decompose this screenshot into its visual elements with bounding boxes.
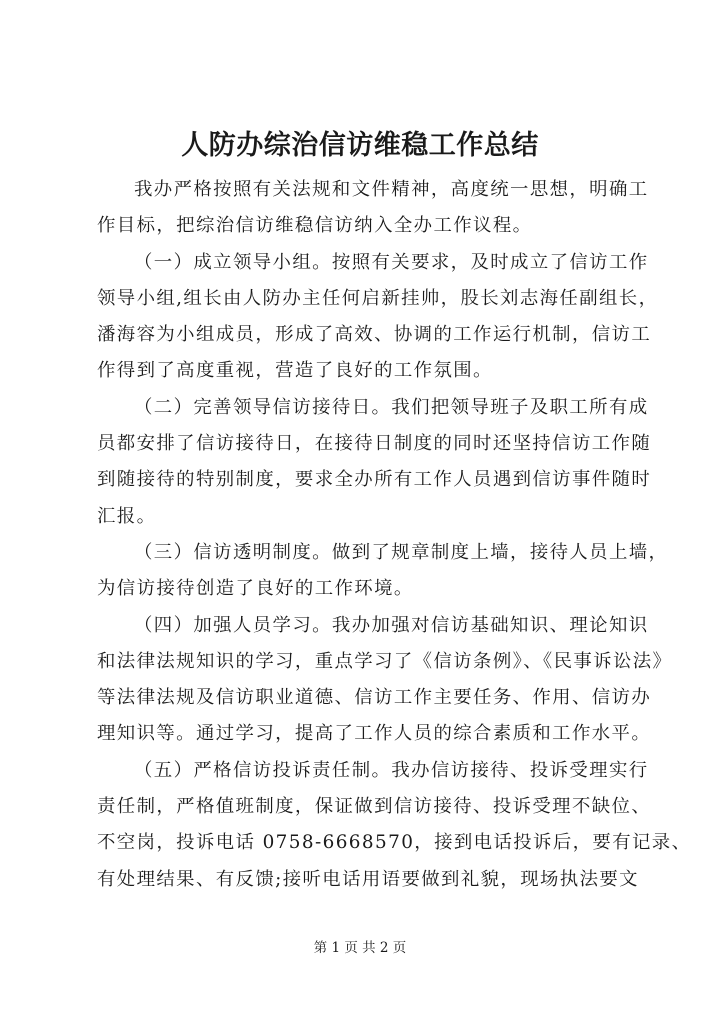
- text-line: 为信访接待创造了良好的工作环境。: [97, 578, 414, 600]
- text-line: （四）加强人员学习。我办加强对信访基础知识、理论知识: [134, 614, 649, 636]
- text-line: 我办严格按照有关法规和文件精神，高度统一思想，明确工: [134, 179, 649, 200]
- text-line: 到随接待的特别制度，要求全办所有工作人员遇到信访事件随时: [97, 469, 652, 491]
- text-line: （三）信访透明制度。做到了规章制度上墙，接待人员上墙，: [134, 541, 669, 563]
- text-line: 员都安排了信访接待日，在接待日制度的同时还坚持信访工作随: [97, 433, 652, 455]
- text-line: 责任制，严格值班制度，保证做到信访接待、投诉受理不缺位、: [97, 796, 652, 818]
- text-line: 作目标，把综治信访维稳信访纳入全办工作议程。: [97, 215, 533, 237]
- text-line: 等法律法规及信访职业道德、信访工作主要任务、作用、信访办: [97, 687, 652, 709]
- document-body: [97, 172, 692, 898]
- text-line: 汇报。: [97, 505, 157, 527]
- text-line: （二）完善领导信访接待日。我们把领导班子及职工所有成: [134, 396, 649, 418]
- document-title: 人防办综治信访维稳工作总结: [181, 130, 539, 161]
- text-line: （五）严格信访投诉责任制。我办信访接待、投诉受理实行: [134, 759, 649, 781]
- text-line: 潘海容为小组成员，形成了高效、协调的工作运行机制，信访工: [97, 324, 652, 346]
- text-line: （一）成立领导小组。按照有关要求，及时成立了信访工作: [134, 251, 649, 273]
- page-footer: 第 1 页 共 2 页: [313, 940, 407, 956]
- text-line: 和法律法规知识的学习，重点学习了《信访条例》、《民事诉讼法》: [97, 650, 673, 672]
- text-line: 不空岗，投诉电话 0758-6668570，接到电话投诉后，要有记录、: [97, 832, 692, 854]
- text-line: 理知识等。通过学习，提高了工作人员的综合素质和工作水平。: [97, 723, 652, 745]
- text-line: 作得到了高度重视，营造了良好的工作氛围。: [97, 360, 493, 382]
- text-line: 领导小组,组长由人防办主任何启新挂帅，股长刘志海任副组长，: [97, 287, 659, 309]
- text-line: 有处理结果、有反馈;接听电话用语要做到礼貌，现场执法要文: [97, 868, 639, 890]
